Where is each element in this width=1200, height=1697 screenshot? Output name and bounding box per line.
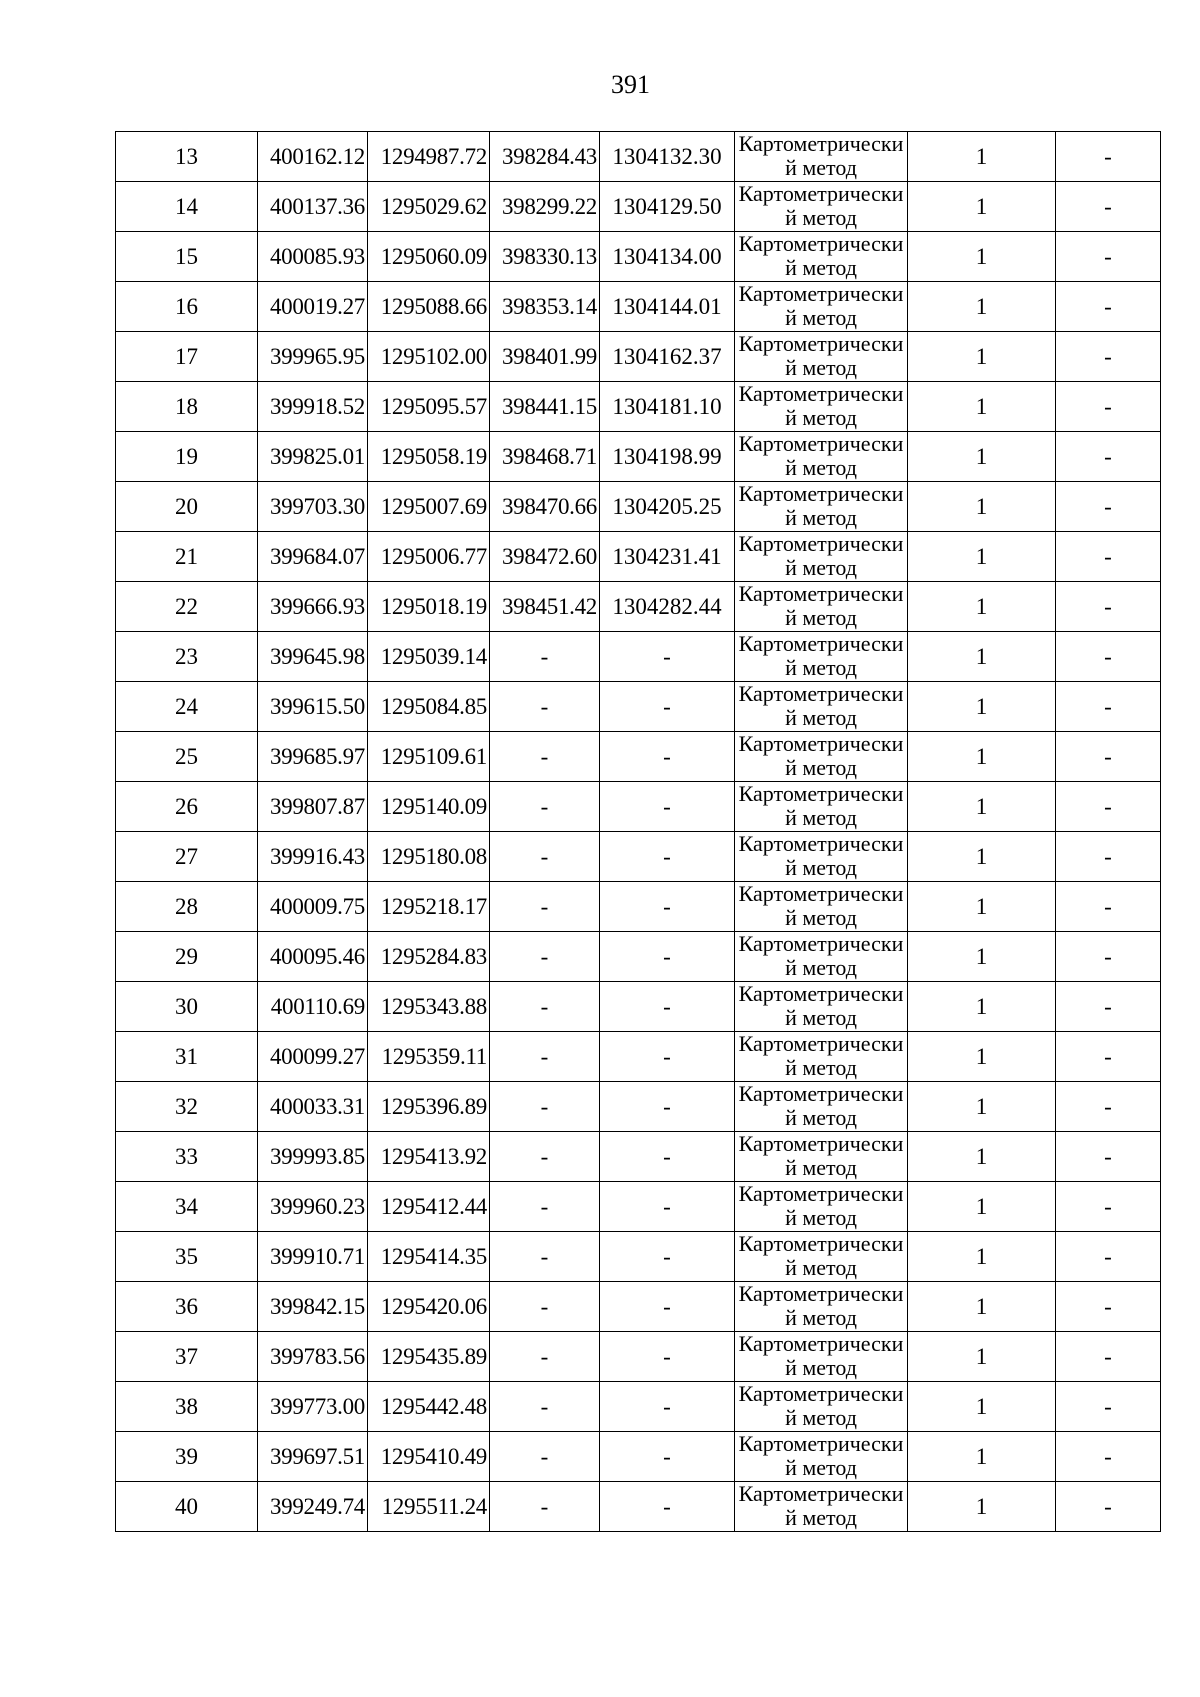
cell-y-coordinate-2: 1304205.25 <box>600 482 735 532</box>
cell-y-coordinate-2: - <box>600 1232 735 1282</box>
cell-x-coordinate: 400009.75 <box>258 882 368 932</box>
cell-x-coordinate: 399703.30 <box>258 482 368 532</box>
cell-accuracy: 1 <box>908 232 1056 282</box>
method-text: Картометрический метод <box>738 882 904 930</box>
cell-accuracy: 1 <box>908 632 1056 682</box>
cell-y-coordinate: 1295435.89 <box>368 1332 490 1382</box>
cell-x-coordinate-2: - <box>490 1282 600 1332</box>
cell-accuracy: 1 <box>908 332 1056 382</box>
cell-method <box>735 382 908 432</box>
cell-note: - <box>1056 1082 1161 1132</box>
cell-y-coordinate: 1295006.77 <box>368 532 490 582</box>
cell-x-coordinate-2: - <box>490 1182 600 1232</box>
table-row <box>116 1082 1161 1132</box>
table-row <box>116 1032 1161 1082</box>
cell-note: - <box>1056 482 1161 532</box>
cell-x-coordinate: 399249.74 <box>258 1482 368 1532</box>
table-row <box>116 332 1161 382</box>
cell-note: - <box>1056 532 1161 582</box>
cell-y-coordinate-2: - <box>600 1182 735 1232</box>
cell-note: - <box>1056 1332 1161 1382</box>
cell-y-coordinate-2: - <box>600 1082 735 1132</box>
cell-note: - <box>1056 1232 1161 1282</box>
cell-y-coordinate: 1295412.44 <box>368 1182 490 1232</box>
cell-accuracy: 1 <box>908 982 1056 1032</box>
cell-method <box>735 232 908 282</box>
cell-accuracy: 1 <box>908 432 1056 482</box>
cell-point-number: 20 <box>116 482 258 532</box>
cell-method <box>735 282 908 332</box>
cell-y-coordinate: 1295218.17 <box>368 882 490 932</box>
cell-note: - <box>1056 282 1161 332</box>
cell-x-coordinate: 399645.98 <box>258 632 368 682</box>
cell-y-coordinate-2: - <box>600 682 735 732</box>
cell-method <box>735 1332 908 1382</box>
cell-y-coordinate-2: - <box>600 1482 735 1532</box>
cell-x-coordinate: 399807.87 <box>258 782 368 832</box>
cell-x-coordinate-2: - <box>490 1132 600 1182</box>
cell-accuracy: 1 <box>908 282 1056 332</box>
cell-accuracy: 1 <box>908 1182 1056 1232</box>
cell-method <box>735 432 908 482</box>
table-row <box>116 782 1161 832</box>
cell-y-coordinate: 1295060.09 <box>368 232 490 282</box>
table-row <box>116 1382 1161 1432</box>
cell-method <box>735 1432 908 1482</box>
table-row <box>116 1482 1161 1532</box>
method-text: Картометрический метод <box>738 232 904 280</box>
cell-y-coordinate: 1295413.92 <box>368 1132 490 1182</box>
table-row <box>116 1282 1161 1332</box>
cell-y-coordinate-2: - <box>600 1332 735 1382</box>
cell-x-coordinate-2: 398470.66 <box>490 482 600 532</box>
cell-method <box>735 982 908 1032</box>
cell-method <box>735 682 908 732</box>
table-row <box>116 682 1161 732</box>
cell-x-coordinate: 399916.43 <box>258 832 368 882</box>
cell-point-number: 28 <box>116 882 258 932</box>
cell-y-coordinate: 1295140.09 <box>368 782 490 832</box>
cell-accuracy: 1 <box>908 482 1056 532</box>
cell-x-coordinate-2: 398472.60 <box>490 532 600 582</box>
cell-y-coordinate-2: - <box>600 882 735 932</box>
cell-accuracy: 1 <box>908 182 1056 232</box>
cell-x-coordinate-2: 398330.13 <box>490 232 600 282</box>
cell-x-coordinate: 399993.85 <box>258 1132 368 1182</box>
cell-point-number: 40 <box>116 1482 258 1532</box>
cell-method <box>735 1032 908 1082</box>
cell-accuracy: 1 <box>908 1282 1056 1332</box>
method-text: Картометрический метод <box>738 1082 904 1130</box>
cell-point-number: 16 <box>116 282 258 332</box>
method-text: Картометрический метод <box>738 1182 904 1230</box>
cell-x-coordinate-2: 398451.42 <box>490 582 600 632</box>
table-row <box>116 632 1161 682</box>
cell-y-coordinate-2: 1304144.01 <box>600 282 735 332</box>
cell-accuracy: 1 <box>908 882 1056 932</box>
cell-point-number: 33 <box>116 1132 258 1182</box>
cell-x-coordinate-2: - <box>490 882 600 932</box>
cell-x-coordinate-2: - <box>490 732 600 782</box>
cell-accuracy: 1 <box>908 782 1056 832</box>
cell-point-number: 24 <box>116 682 258 732</box>
cell-x-coordinate-2: - <box>490 1082 600 1132</box>
cell-y-coordinate: 1295084.85 <box>368 682 490 732</box>
cell-method <box>735 182 908 232</box>
table-row <box>116 282 1161 332</box>
cell-note: - <box>1056 1132 1161 1182</box>
method-text: Картометрический метод <box>738 482 904 530</box>
method-text: Картометрический метод <box>738 182 904 230</box>
cell-x-coordinate-2: - <box>490 1232 600 1282</box>
cell-point-number: 19 <box>116 432 258 482</box>
cell-y-coordinate-2: - <box>600 1382 735 1432</box>
cell-note: - <box>1056 232 1161 282</box>
cell-point-number: 14 <box>116 182 258 232</box>
cell-x-coordinate: 399773.00 <box>258 1382 368 1432</box>
cell-y-coordinate: 1295039.14 <box>368 632 490 682</box>
cell-y-coordinate-2: 1304198.99 <box>600 432 735 482</box>
cell-accuracy: 1 <box>908 1082 1056 1132</box>
method-text: Картометрический метод <box>738 832 904 880</box>
table-row <box>116 1232 1161 1282</box>
method-text: Картометрический метод <box>738 282 904 330</box>
cell-note: - <box>1056 1432 1161 1482</box>
cell-point-number: 30 <box>116 982 258 1032</box>
method-text: Картометрический метод <box>738 432 904 480</box>
cell-method <box>735 1082 908 1132</box>
cell-x-coordinate: 399685.97 <box>258 732 368 782</box>
table-row <box>116 1432 1161 1482</box>
cell-point-number: 36 <box>116 1282 258 1332</box>
method-text: Картометрический метод <box>738 582 904 630</box>
cell-note: - <box>1056 632 1161 682</box>
method-text: Картометрический метод <box>738 132 904 180</box>
cell-point-number: 18 <box>116 382 258 432</box>
cell-accuracy: 1 <box>908 1482 1056 1532</box>
cell-method <box>735 1382 908 1432</box>
method-text: Картометрический метод <box>738 1382 904 1430</box>
cell-note: - <box>1056 1282 1161 1332</box>
cell-x-coordinate: 400095.46 <box>258 932 368 982</box>
cell-note: - <box>1056 882 1161 932</box>
cell-accuracy: 1 <box>908 1132 1056 1182</box>
cell-x-coordinate: 400085.93 <box>258 232 368 282</box>
cell-y-coordinate: 1295396.89 <box>368 1082 490 1132</box>
cell-point-number: 21 <box>116 532 258 582</box>
cell-note: - <box>1056 982 1161 1032</box>
method-text: Картометрический метод <box>738 1282 904 1330</box>
cell-x-coordinate-2: - <box>490 632 600 682</box>
table-row <box>116 982 1161 1032</box>
cell-point-number: 26 <box>116 782 258 832</box>
cell-y-coordinate-2: 1304162.37 <box>600 332 735 382</box>
cell-x-coordinate: 400110.69 <box>258 982 368 1032</box>
cell-x-coordinate-2: - <box>490 1432 600 1482</box>
cell-note: - <box>1056 382 1161 432</box>
cell-point-number: 39 <box>116 1432 258 1482</box>
cell-x-coordinate-2: - <box>490 982 600 1032</box>
cell-y-coordinate: 1295343.88 <box>368 982 490 1032</box>
cell-y-coordinate: 1295511.24 <box>368 1482 490 1532</box>
cell-y-coordinate: 1295088.66 <box>368 282 490 332</box>
cell-point-number: 17 <box>116 332 258 382</box>
cell-method <box>735 482 908 532</box>
cell-method <box>735 632 908 682</box>
cell-point-number: 29 <box>116 932 258 982</box>
cell-y-coordinate: 1295018.19 <box>368 582 490 632</box>
cell-note: - <box>1056 332 1161 382</box>
cell-point-number: 37 <box>116 1332 258 1382</box>
cell-x-coordinate-2: - <box>490 1482 600 1532</box>
cell-x-coordinate: 400099.27 <box>258 1032 368 1082</box>
table-row <box>116 832 1161 882</box>
cell-method <box>735 1482 908 1532</box>
method-text: Картометрический метод <box>738 982 904 1030</box>
cell-accuracy: 1 <box>908 732 1056 782</box>
cell-note: - <box>1056 182 1161 232</box>
cell-note: - <box>1056 1382 1161 1432</box>
page-number: 391 <box>611 70 650 99</box>
cell-note: - <box>1056 832 1161 882</box>
cell-x-coordinate: 399960.23 <box>258 1182 368 1232</box>
cell-method <box>735 732 908 782</box>
method-text: Картометрический метод <box>738 1432 904 1480</box>
cell-accuracy: 1 <box>908 1382 1056 1432</box>
cell-note: - <box>1056 682 1161 732</box>
cell-y-coordinate-2: - <box>600 1282 735 1332</box>
cell-x-coordinate: 399615.50 <box>258 682 368 732</box>
cell-x-coordinate: 399783.56 <box>258 1332 368 1382</box>
cell-method <box>735 1182 908 1232</box>
method-text: Картометрический метод <box>738 632 904 680</box>
cell-y-coordinate: 1295414.35 <box>368 1232 490 1282</box>
cell-y-coordinate-2: - <box>600 632 735 682</box>
cell-x-coordinate-2: 398284.43 <box>490 132 600 182</box>
cell-y-coordinate-2: - <box>600 1132 735 1182</box>
cell-note: - <box>1056 582 1161 632</box>
cell-note: - <box>1056 432 1161 482</box>
cell-x-coordinate-2: 398299.22 <box>490 182 600 232</box>
cell-accuracy: 1 <box>908 1332 1056 1382</box>
cell-x-coordinate-2: 398441.15 <box>490 382 600 432</box>
cell-x-coordinate: 400137.36 <box>258 182 368 232</box>
cell-accuracy: 1 <box>908 1232 1056 1282</box>
table-row <box>116 1182 1161 1232</box>
method-text: Картометрический метод <box>738 732 904 780</box>
cell-method <box>735 1132 908 1182</box>
cell-point-number: 31 <box>116 1032 258 1082</box>
cell-point-number: 15 <box>116 232 258 282</box>
cell-y-coordinate-2: 1304132.30 <box>600 132 735 182</box>
table-row <box>116 1332 1161 1382</box>
cell-y-coordinate: 1295102.00 <box>368 332 490 382</box>
cell-method <box>735 332 908 382</box>
cell-x-coordinate-2: - <box>490 932 600 982</box>
cell-point-number: 22 <box>116 582 258 632</box>
cell-method <box>735 832 908 882</box>
cell-point-number: 23 <box>116 632 258 682</box>
cell-note: - <box>1056 782 1161 832</box>
coordinates-table <box>115 131 1161 1532</box>
cell-note: - <box>1056 1182 1161 1232</box>
method-text: Картометрический метод <box>738 1032 904 1080</box>
table-row <box>116 232 1161 282</box>
table-row <box>116 882 1161 932</box>
cell-x-coordinate: 399918.52 <box>258 382 368 432</box>
cell-note: - <box>1056 732 1161 782</box>
cell-x-coordinate: 399666.93 <box>258 582 368 632</box>
cell-method <box>735 932 908 982</box>
cell-y-coordinate: 1295442.48 <box>368 1382 490 1432</box>
cell-y-coordinate-2: - <box>600 932 735 982</box>
table-body <box>116 132 1161 1532</box>
cell-y-coordinate: 1295359.11 <box>368 1032 490 1082</box>
cell-note: - <box>1056 932 1161 982</box>
cell-y-coordinate-2: - <box>600 1032 735 1082</box>
table-row <box>116 582 1161 632</box>
cell-accuracy: 1 <box>908 1432 1056 1482</box>
cell-y-coordinate: 1295095.57 <box>368 382 490 432</box>
method-text: Картометрический метод <box>738 932 904 980</box>
cell-point-number: 27 <box>116 832 258 882</box>
cell-y-coordinate-2: - <box>600 982 735 1032</box>
cell-y-coordinate: 1295420.06 <box>368 1282 490 1332</box>
method-text: Картометрический метод <box>738 532 904 580</box>
table-row <box>116 382 1161 432</box>
cell-y-coordinate-2: - <box>600 782 735 832</box>
cell-method <box>735 582 908 632</box>
cell-y-coordinate: 1295109.61 <box>368 732 490 782</box>
cell-point-number: 13 <box>116 132 258 182</box>
cell-y-coordinate: 1294987.72 <box>368 132 490 182</box>
cell-x-coordinate-2: - <box>490 1332 600 1382</box>
table-row <box>116 1132 1161 1182</box>
cell-point-number: 34 <box>116 1182 258 1232</box>
cell-x-coordinate: 399697.51 <box>258 1432 368 1482</box>
method-text: Картометрический метод <box>738 382 904 430</box>
cell-x-coordinate: 399910.71 <box>258 1232 368 1282</box>
cell-x-coordinate-2: - <box>490 1382 600 1432</box>
method-text: Картометрический метод <box>738 1232 904 1280</box>
cell-x-coordinate-2: 398401.99 <box>490 332 600 382</box>
cell-y-coordinate: 1295284.83 <box>368 932 490 982</box>
cell-x-coordinate: 399825.01 <box>258 432 368 482</box>
cell-note: - <box>1056 1032 1161 1082</box>
method-text: Картометрический метод <box>738 1132 904 1180</box>
cell-y-coordinate-2: 1304282.44 <box>600 582 735 632</box>
cell-method <box>735 1232 908 1282</box>
cell-note: - <box>1056 1482 1161 1532</box>
table-row <box>116 482 1161 532</box>
cell-x-coordinate-2: - <box>490 682 600 732</box>
cell-x-coordinate: 399684.07 <box>258 532 368 582</box>
cell-method <box>735 882 908 932</box>
cell-x-coordinate-2: - <box>490 782 600 832</box>
method-text: Картометрический метод <box>738 1332 904 1380</box>
cell-accuracy: 1 <box>908 532 1056 582</box>
cell-point-number: 25 <box>116 732 258 782</box>
cell-y-coordinate-2: 1304181.10 <box>600 382 735 432</box>
table-row <box>116 532 1161 582</box>
cell-y-coordinate: 1295410.49 <box>368 1432 490 1482</box>
method-text: Картометрический метод <box>738 782 904 830</box>
cell-x-coordinate-2: 398468.71 <box>490 432 600 482</box>
cell-accuracy: 1 <box>908 832 1056 882</box>
cell-method <box>735 1282 908 1332</box>
cell-x-coordinate: 399842.15 <box>258 1282 368 1332</box>
method-text: Картометрический метод <box>738 682 904 730</box>
cell-x-coordinate: 400162.12 <box>258 132 368 182</box>
cell-method <box>735 782 908 832</box>
cell-accuracy: 1 <box>908 682 1056 732</box>
cell-point-number: 32 <box>116 1082 258 1132</box>
cell-y-coordinate-2: - <box>600 1432 735 1482</box>
cell-x-coordinate: 400019.27 <box>258 282 368 332</box>
cell-y-coordinate-2: - <box>600 832 735 882</box>
cell-x-coordinate-2: 398353.14 <box>490 282 600 332</box>
cell-accuracy: 1 <box>908 932 1056 982</box>
method-text: Картометрический метод <box>738 1482 904 1530</box>
cell-y-coordinate: 1295058.19 <box>368 432 490 482</box>
cell-y-coordinate-2: - <box>600 732 735 782</box>
table-row <box>116 432 1161 482</box>
cell-accuracy: 1 <box>908 582 1056 632</box>
cell-accuracy: 1 <box>908 132 1056 182</box>
cell-y-coordinate-2: 1304134.00 <box>600 232 735 282</box>
cell-method <box>735 532 908 582</box>
cell-point-number: 38 <box>116 1382 258 1432</box>
cell-y-coordinate: 1295180.08 <box>368 832 490 882</box>
table-row <box>116 932 1161 982</box>
method-text: Картометрический метод <box>738 332 904 380</box>
cell-accuracy: 1 <box>908 382 1056 432</box>
cell-x-coordinate-2: - <box>490 1032 600 1082</box>
table-row <box>116 132 1161 182</box>
table-row <box>116 732 1161 782</box>
cell-method <box>735 132 908 182</box>
cell-x-coordinate-2: - <box>490 832 600 882</box>
cell-y-coordinate: 1295029.62 <box>368 182 490 232</box>
cell-point-number: 35 <box>116 1232 258 1282</box>
cell-accuracy: 1 <box>908 1032 1056 1082</box>
cell-y-coordinate-2: 1304231.41 <box>600 532 735 582</box>
cell-y-coordinate-2: 1304129.50 <box>600 182 735 232</box>
cell-y-coordinate: 1295007.69 <box>368 482 490 532</box>
table-row <box>116 182 1161 232</box>
cell-x-coordinate: 399965.95 <box>258 332 368 382</box>
cell-note: - <box>1056 132 1161 182</box>
cell-x-coordinate: 400033.31 <box>258 1082 368 1132</box>
